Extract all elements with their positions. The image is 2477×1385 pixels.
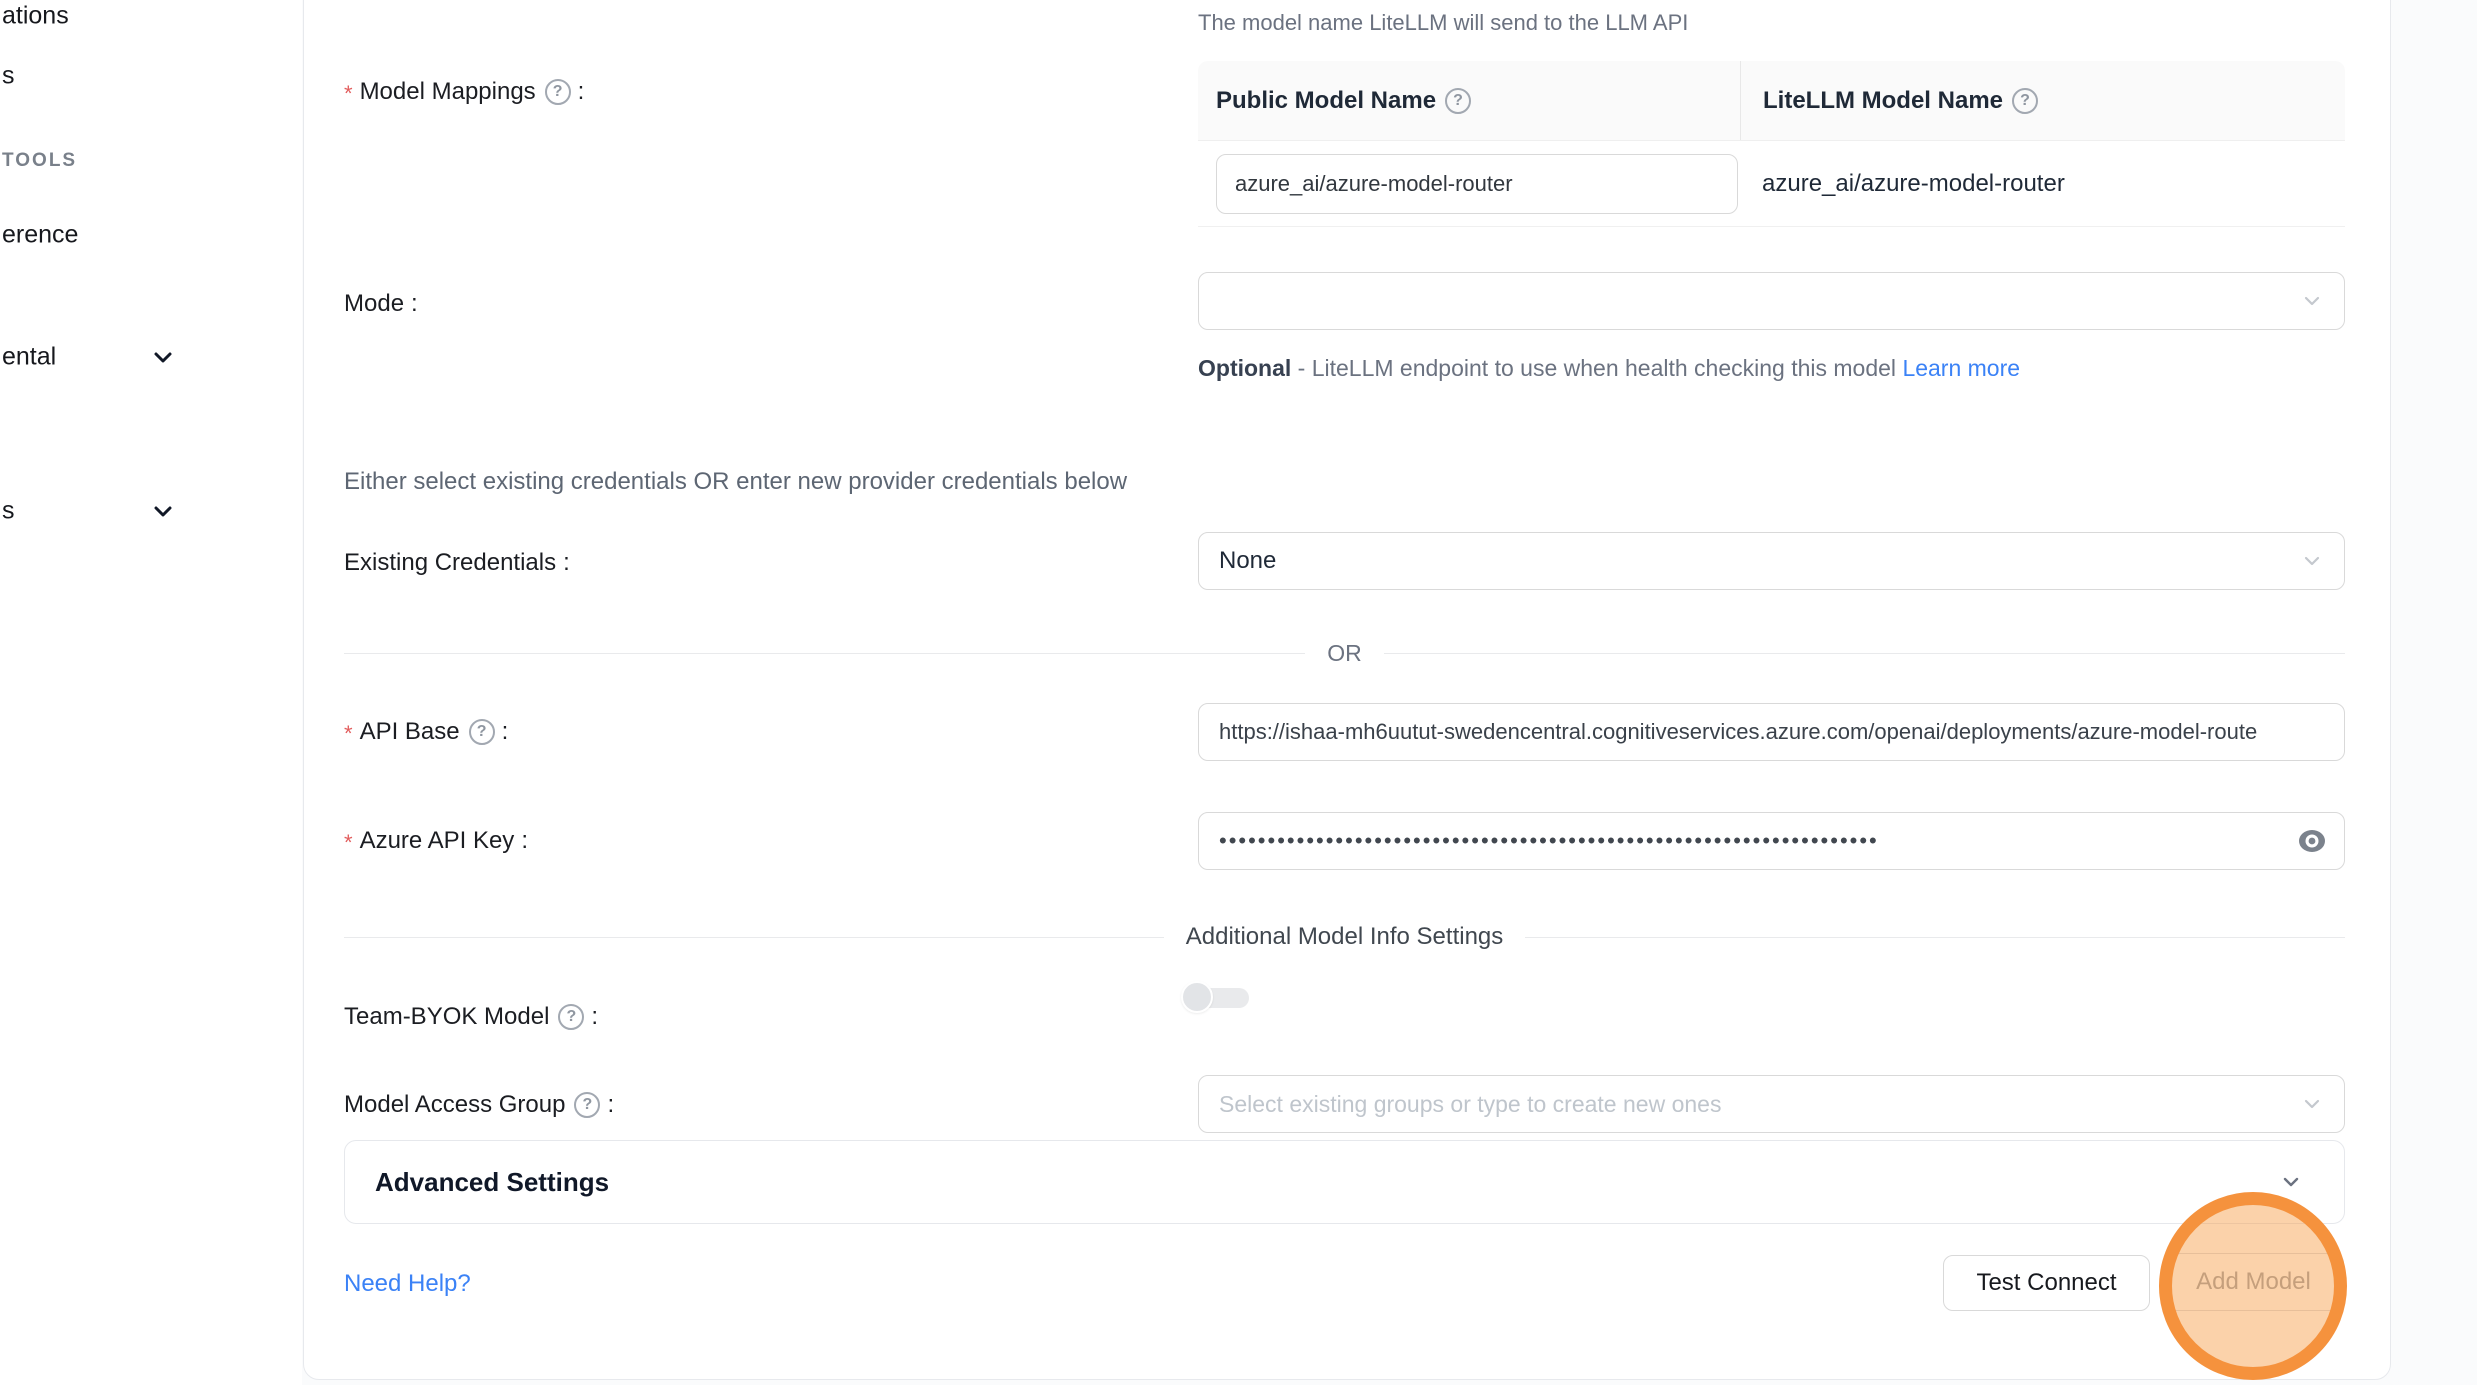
selected-value: None [1219,547,1277,574]
sidebar-item-ental[interactable]: ental [2,342,57,371]
help-icon[interactable]: ? [1445,88,1471,114]
model-name-helper-text: The model name LiteLLM will send to the LLM API [1198,10,1689,35]
mode-label [344,287,418,321]
eye-icon[interactable] [2296,825,2328,857]
add-model-button[interactable]: Add Model [2163,1253,2344,1311]
azure-api-key-input[interactable] [1198,812,2345,870]
sidebar-item-erence[interactable]: erence [2,220,79,249]
label-colon: : [591,1003,599,1030]
chevron-down-icon [2298,1090,2326,1118]
divider-line [1384,653,2345,654]
need-help-link[interactable]: Need Help? [344,1270,471,1297]
label-text: Azure API Key [359,827,515,854]
model-mappings-label [344,75,584,109]
label-colon: : [607,1091,615,1118]
column-header-litellm-model-name [1740,61,2345,140]
or-divider [344,640,2345,666]
model-mappings-table [1198,61,2345,227]
label-colon: : [411,290,418,317]
divider-text: Additional Model Info Settings [1185,923,1504,950]
label-text: Team-BYOK Model [344,1003,550,1030]
label-text: Mode [344,290,405,317]
label-text: Existing Credentials [344,549,557,576]
additional-model-info-divider [344,924,2345,950]
model-access-group-label [344,1088,614,1122]
sidebar [0,0,302,1385]
required-asterisk: * [344,81,353,106]
required-asterisk: * [344,830,353,855]
existing-credentials-label [344,546,570,580]
label-colon: : [521,827,528,854]
divider-text: OR [1327,639,1362,666]
table-row [1198,141,2345,227]
toggle-knob [1181,981,1213,1013]
chevron-down-icon[interactable] [150,498,176,524]
divider-line [344,653,1305,654]
label-colon: : [577,78,585,105]
sidebar-item-s1[interactable]: s [2,61,15,90]
optional-bold: Optional [1198,355,1292,381]
label-colon: : [563,549,570,576]
help-icon[interactable]: ? [574,1092,600,1118]
select-placeholder: Select existing groups or type to create new ones [1219,1090,1722,1117]
learn-more-link[interactable]: Learn more [1902,355,2021,381]
advanced-settings-title: Advanced Settings [375,1166,610,1197]
help-icon[interactable]: ? [558,1004,584,1030]
column-header-public-model-name [1198,61,1740,140]
test-connect-button[interactable]: Test Connect [1943,1255,2150,1311]
api-base-input[interactable] [1198,703,2345,761]
model-access-group-select[interactable] [1198,1075,2345,1133]
help-icon[interactable]: ? [469,719,495,745]
help-icon[interactable]: ? [545,79,571,105]
mode-select[interactable] [1198,272,2345,330]
sidebar-item-ations[interactable]: ations [2,1,69,30]
sidebar-item-s2[interactable]: s [2,496,15,525]
masked-password-value: •••••••••••••••••••••••••••••••••••••••••••••••••••••••••••••••••••• [1219,828,1879,853]
litellm-model-name-cell: azure_ai/azure-model-router [1762,169,2065,197]
chevron-down-icon[interactable] [150,344,176,370]
label-text: API Base [359,718,460,745]
header-text: Public Model Name [1216,86,1437,114]
azure-api-key-label [344,824,528,858]
required-asterisk: * [344,721,353,746]
sidebar-section-tools: TOOLS [2,150,78,171]
table-header-row [1198,61,2345,141]
public-model-name-cell [1198,154,1740,214]
divider-line [1525,937,2345,938]
public-model-name-input[interactable] [1216,154,1738,214]
header-text: LiteLLM Model Name [1763,86,2004,114]
mode-optional-note [1198,348,2048,388]
credentials-note: Either select existing credentials OR enter new provider credentials below [344,468,1128,495]
chevron-down-icon [2298,547,2326,575]
team-byok-toggle[interactable] [1181,981,1251,1015]
optional-text: - LiteLLM endpoint to use when health checking this model [1291,355,1903,381]
label-text: Model Access Group [344,1091,566,1118]
advanced-settings-panel[interactable] [344,1140,2345,1224]
divider-line [344,937,1164,938]
chevron-down-icon [2276,1167,2306,1197]
chevron-down-icon [2298,287,2326,315]
existing-credentials-select[interactable] [1198,532,2345,590]
team-byok-label [344,1000,598,1034]
api-base-label [344,715,508,749]
label-colon: : [501,718,509,745]
help-icon[interactable]: ? [2012,88,2038,114]
label-text: Model Mappings [359,78,536,105]
